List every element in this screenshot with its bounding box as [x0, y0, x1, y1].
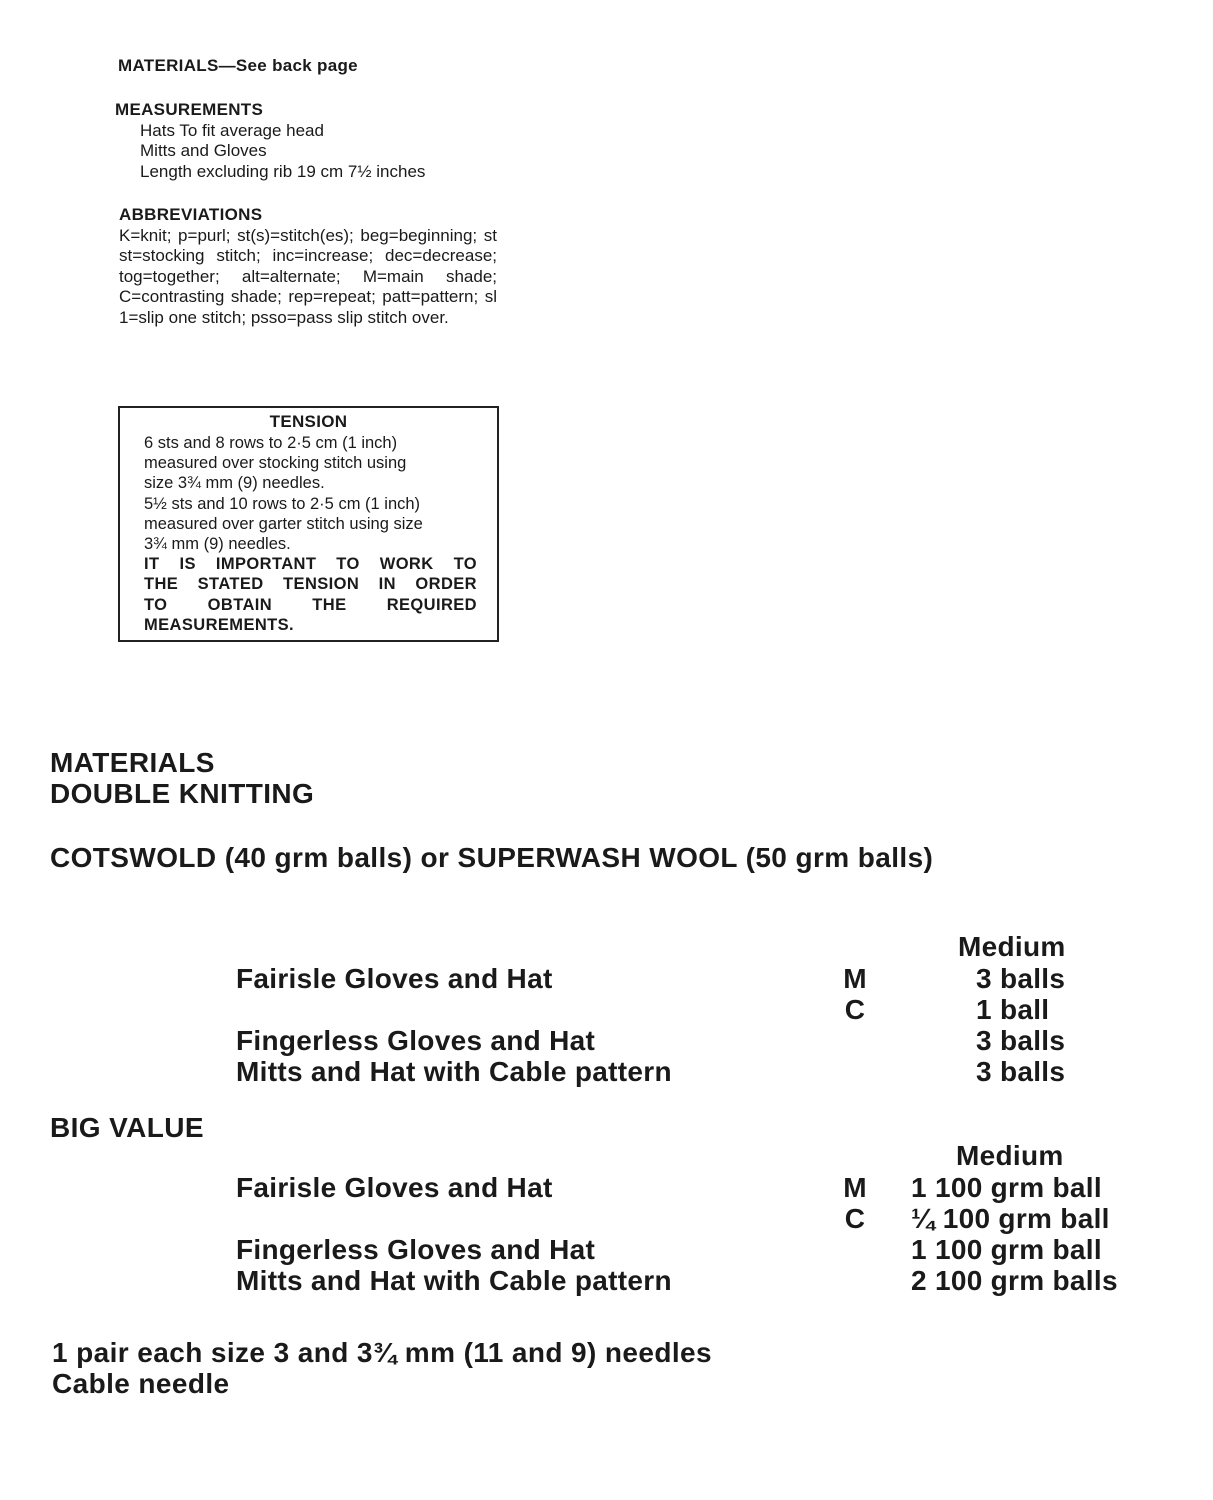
item-label: Mitts and Hat with Cable pattern	[236, 1056, 672, 1087]
tension-line: 3¾ mm (9) needles.	[144, 535, 291, 554]
materials-heading-line: MATERIALS	[50, 747, 215, 778]
tension-title: TENSION	[269, 412, 348, 431]
measurements-line: Mitts and Gloves	[140, 141, 267, 161]
size-header: Medium	[956, 1140, 1064, 1171]
item-label: Mitts and Hat with Cable pattern	[236, 1265, 672, 1296]
quantity: 1 100 grm ball	[911, 1172, 1102, 1203]
abbreviations-text: K=knit; p=purl; st(s)=stitch(es); beg=beginning; st st=stocking stitch; inc=increase; dec=decrease; tog=together; alt=alternate; M=main shade; C=contrasting shade; rep=repeat; patt=pattern; sl 1=slip one stitch; psso=pass slip stitch over.	[119, 226, 497, 327]
item-label: Fairisle Gloves and Hat	[236, 1172, 553, 1203]
measurements-line: Hats To fit average head	[140, 121, 324, 140]
item-label: Fairisle Gloves and Hat	[236, 963, 553, 994]
quantity: 1 ball	[976, 994, 1050, 1025]
yarn-heading: COTSWOLD (40 grm balls) or SUPERWASH WOOL (50 grm balls)	[50, 842, 934, 873]
abbreviations-title: ABBREVIATIONS	[119, 205, 263, 224]
tension-warning-line: MEASUREMENTS.	[144, 615, 295, 634]
quantity: 3 balls	[976, 963, 1066, 994]
quantity: 2 100 grm balls	[911, 1265, 1118, 1296]
materials-heading	[50, 747, 314, 809]
tension-warning-line: THE STATED TENSION IN ORDER	[144, 575, 477, 594]
shade-label: M	[843, 963, 867, 994]
shade-label: C	[844, 994, 866, 1025]
shade-label: C	[844, 1203, 866, 1234]
materials-note: MATERIALS—See back page	[118, 56, 358, 75]
quantity: 3 balls	[976, 1056, 1066, 1087]
tension-box	[118, 406, 499, 642]
tension-line: measured over stocking stitch using	[144, 454, 407, 473]
tension-line: measured over garter stitch using size	[144, 514, 423, 533]
item-label: Fingerless Gloves and Hat	[236, 1025, 596, 1056]
shade-label: M	[843, 1172, 867, 1203]
tension-warning-line: IT IS IMPORTANT TO WORK TO	[144, 555, 477, 574]
quantity: 3 balls	[976, 1025, 1066, 1056]
tension-line: size 3¾ mm (9) needles.	[144, 474, 325, 493]
tension-line: 5½ sts and 10 rows to 2·5 cm (1 inch)	[144, 494, 421, 513]
quantity: ¼ 100 grm ball	[911, 1203, 1110, 1234]
measurements-list	[140, 121, 425, 182]
measurements-line: Length excluding rib 19 cm 7½ inches	[140, 161, 426, 181]
tension-body	[144, 433, 477, 635]
measurements-title: MEASUREMENTS	[115, 100, 264, 119]
item-label: Fingerless Gloves and Hat	[236, 1234, 596, 1265]
size-header: Medium	[958, 931, 1066, 962]
materials-heading-line: DOUBLE KNITTING	[50, 778, 315, 809]
cable-needle-line: Cable needle	[52, 1368, 230, 1399]
quantity: 1 100 grm ball	[911, 1234, 1102, 1265]
needles-line: 1 pair each size 3 and 3¾ mm (11 and 9) needles	[52, 1337, 712, 1368]
tension-line: 6 sts and 8 rows to 2·5 cm (1 inch)	[144, 434, 398, 452]
big-value-heading: BIG VALUE	[50, 1112, 204, 1143]
tension-warning-line: TO OBTAIN THE REQUIRED	[144, 595, 477, 614]
